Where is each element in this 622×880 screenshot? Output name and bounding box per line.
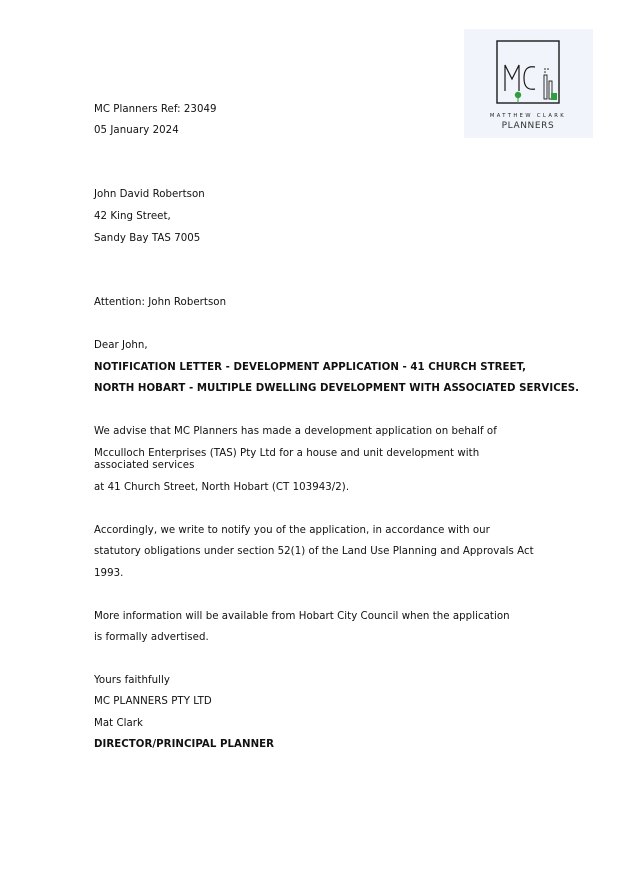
recipient-name: John David Robertson xyxy=(94,189,205,200)
signatory-title: DIRECTOR/PRINCIPAL PLANNER xyxy=(94,739,275,750)
letter-date: 05 January 2024 xyxy=(94,125,179,136)
salutation: Dear John, xyxy=(94,340,148,351)
recipient-suburb: Sandy Bay TAS 7005 xyxy=(94,233,201,244)
paragraph-3-line-1: More information will be available from Hobart City Council when the application xyxy=(94,611,510,622)
paragraph-2-line-1: Accordingly, we write to notify you of the application, in accordance with our xyxy=(94,525,490,536)
paragraph-3-line-2: is formally advertised. xyxy=(94,632,209,643)
paragraph-1-line-3: at 41 Church Street, North Hobart (CT 103943/2). xyxy=(94,482,350,493)
logo-name-bottom: PLANNERS xyxy=(501,121,555,131)
logo-name-top: MATTHEW CLARK xyxy=(489,113,567,119)
paragraph-1-line-1: We advise that MC Planners has made a development application on behalf of xyxy=(94,426,497,437)
reference-number: MC Planners Ref: 23049 xyxy=(94,104,217,115)
logo-graphic xyxy=(464,29,593,138)
recipient-street: 42 King Street, xyxy=(94,211,171,222)
subject-line-1: NOTIFICATION LETTER - DEVELOPMENT APPLICATION - 41 CHURCH STREET, xyxy=(94,362,527,373)
attention-line: Attention: John Robertson xyxy=(94,297,227,308)
company-logo xyxy=(464,29,593,138)
paragraph-1-line-2: Mcculloch Enterprises (TAS) Pty Ltd for a house and unit development with associated services xyxy=(94,448,480,471)
subject-line-2: NORTH HOBART - MULTIPLE DWELLING DEVELOPMENT WITH ASSOCIATED SERVICES. xyxy=(94,383,580,394)
paragraph-2-line-2: statutory obligations under section 52(1) of the Land Use Planning and Approvals Act xyxy=(94,546,534,557)
paragraph-2-line-3: 1993. xyxy=(94,568,124,579)
valediction: Yours faithfully xyxy=(94,675,170,686)
signatory-name: Mat Clark xyxy=(94,718,143,729)
company-name: MC PLANNERS PTY LTD xyxy=(94,696,212,707)
